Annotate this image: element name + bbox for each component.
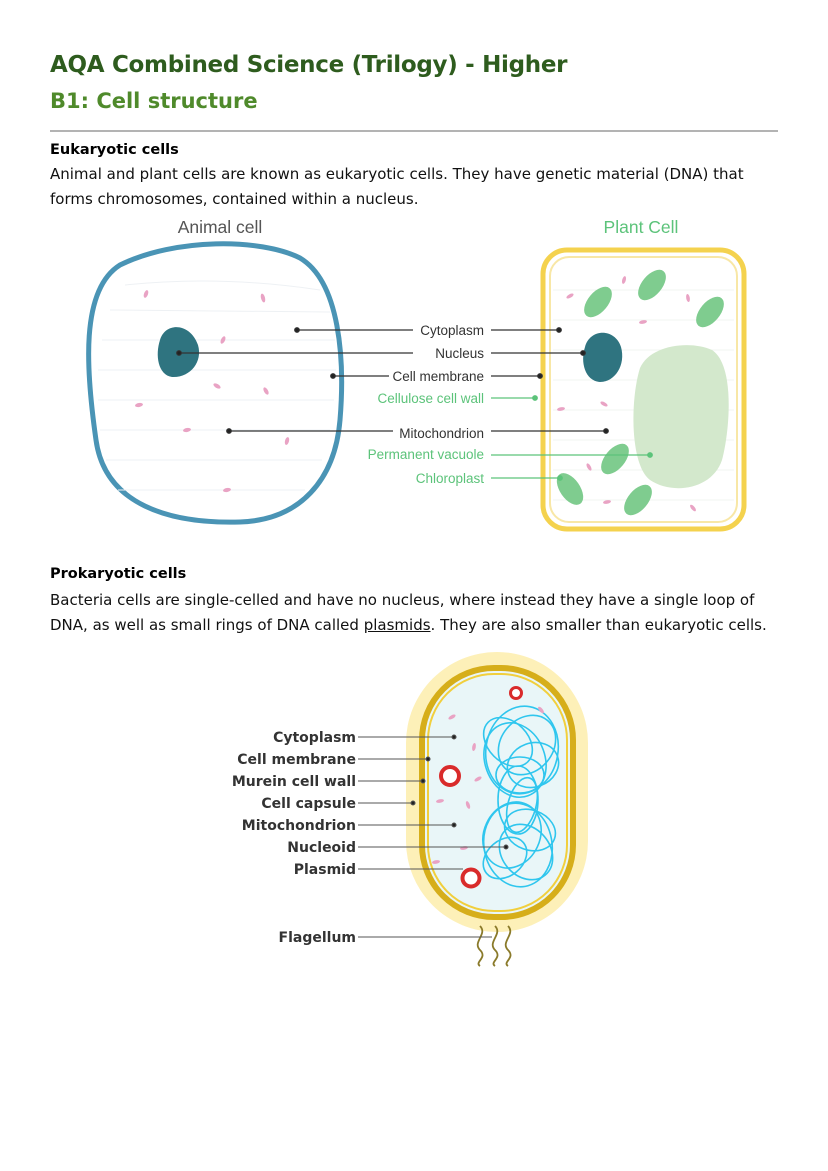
label-cytoplasm: Cytoplasm: [420, 323, 484, 338]
plant-cell-caption: Plant Cell: [603, 217, 679, 237]
eukaryotic-text: Animal and plant cells are known as eukaryotic cells. They have genetic material (DNA) that forms chromosomes, contained within a nucleus.: [50, 165, 744, 208]
label-cell-membrane: Cell membrane: [237, 752, 356, 768]
label-murein-cell-wall: Murein cell wall: [231, 774, 356, 790]
label-cell-membrane: Cell membrane: [392, 369, 484, 384]
label-cell-capsule: Cell capsule: [261, 796, 356, 812]
label-mitochondrion: Mitochondrion: [241, 818, 356, 834]
label-nucleoid: Nucleoid: [287, 840, 356, 856]
label-mitochondrion: Mitochondrion: [399, 426, 484, 441]
plasmids-term: plasmids: [363, 616, 431, 634]
label-cellulose-cell-wall: Cellulose cell wall: [377, 391, 484, 406]
flagellum: [478, 926, 511, 966]
label-chloroplast: Chloroplast: [415, 471, 484, 486]
prokaryotic-text-end: . They are also smaller than eukaryotic cells.: [430, 616, 767, 634]
bacterium: [406, 652, 588, 966]
page-title: AQA Combined Science (Trilogy) - Higher: [50, 52, 568, 78]
prokaryotic-text-start: Bacteria cells are single-celled and have no nucleus, where instead they have a single loop of DNA, as well as small rings of DNA called: [50, 591, 755, 634]
murein-cell-wall: [422, 668, 573, 917]
label-permanent-vacuole: Permanent vacuole: [367, 447, 484, 462]
label-nucleus: Nucleus: [435, 346, 484, 361]
prokaryotic-heading: Prokaryotic cells: [50, 566, 187, 582]
animal-cell-caption: Animal cell: [177, 217, 263, 237]
label-plasmid: Plasmid: [293, 862, 356, 878]
label-flagellum: Flagellum: [278, 930, 356, 946]
page-subtitle: B1: Cell structure: [50, 89, 258, 113]
label-cytoplasm: Cytoplasm: [273, 730, 356, 746]
eukaryotic-heading: Eukaryotic cells: [50, 142, 179, 158]
